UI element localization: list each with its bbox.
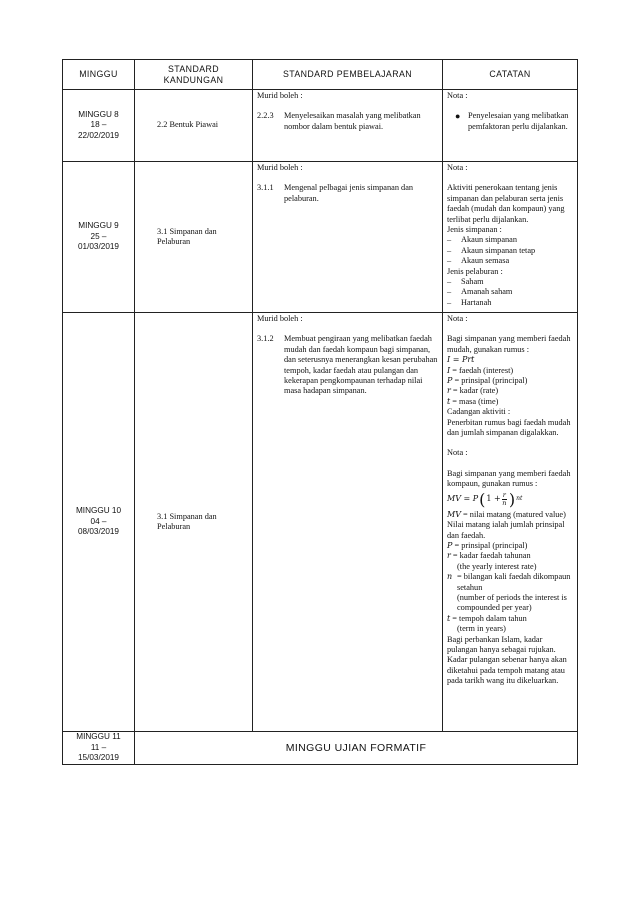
week-label: MINGGU 8 (78, 109, 119, 119)
activity-text: Aktiviti penerokaan tentang jenis simpanan dan pelaburan serta jenis faedah (mudah dan kompaun) yang terlibat perlu dijalankan. (447, 183, 565, 224)
week-date: 25 – (90, 231, 107, 241)
sp-item (257, 183, 438, 204)
cadangan-text: Penerbitan rumus bagi faedah mudah dan jumlah simpanan digalakkan. (447, 417, 571, 438)
week-date: 08/03/2019 (78, 527, 119, 537)
bullet-item: ● Penyelesaian yang melibatkan pemfaktoran perlu dijalankan. (455, 111, 569, 131)
nota-label: Nota : (447, 163, 468, 172)
exam-week-cell: MINGGU UJIAN FORMATIF (135, 732, 578, 765)
sp-item-text: Mengenal pelbagai jenis simpanan dan pelaburan. (284, 183, 414, 203)
cadangan-label: Cadangan aktiviti : (447, 407, 511, 417)
compound-interest-formula: MV = P ( 1 + $\frac{r}{n}$ ) nt (447, 489, 523, 509)
sp-intro: Murid boleh : (257, 91, 303, 100)
table-row (63, 90, 578, 162)
sp-item-number: 3.1.2 (257, 334, 274, 344)
nota-label: Nota : (447, 448, 468, 458)
list-item: – Akaun semasa (447, 256, 510, 266)
week-date: 04 – (90, 516, 107, 526)
definition: r = kadar (rate) (447, 386, 499, 396)
simple-interest-formula: I = Prt (447, 355, 475, 365)
compound-interest-intro: Bagi simpanan yang memberi faedah kompaun, gunakan rumus : (447, 468, 571, 489)
nota-label: Nota : (447, 91, 468, 100)
definition: r = kadar faedah tahunan (447, 551, 531, 561)
week-cell (63, 313, 135, 732)
standard-pembelajaran-cell (253, 90, 443, 162)
sp-item-number: 2.2.3 (257, 111, 274, 121)
sp-item-text: Menyelesaikan masalah yang melibatkan nombor dalam bentuk piawai. (284, 111, 421, 131)
week-date: 15/03/2019 (78, 753, 119, 763)
catatan-cell (443, 162, 578, 313)
table-row (63, 162, 578, 313)
list-item: – Akaun simpanan tetap (447, 245, 536, 255)
lesson-plan-table (62, 59, 578, 765)
definition: P = prinsipal (principal) (447, 540, 528, 550)
week-label: MINGGU 10 (75, 506, 122, 516)
week-label: MINGGU 11 (76, 732, 121, 742)
header-standard-pembelajaran: STANDARD PEMBELAJARAN (253, 60, 443, 90)
standard-kandungan-text: 2.2 Bentuk Piawai (157, 120, 219, 130)
sp-item (257, 334, 438, 396)
header-minggu: MINGGU (63, 60, 135, 90)
standard-kandungan-cell (135, 90, 253, 162)
catatan-cell (443, 313, 578, 732)
nota-label: Nota : (447, 314, 468, 323)
table-row (63, 732, 578, 765)
nilai-text: Nilai matang ialah jumlah prinsipal dan faedah. (447, 520, 565, 540)
standard-pembelajaran-cell (253, 162, 443, 313)
definition: t = tempoh dalam tahun (447, 613, 527, 623)
sp-item (257, 111, 438, 132)
sp-intro: Murid boleh : (257, 314, 303, 323)
definition: I = faedah (interest) (447, 365, 514, 375)
definition-sub: (term in years) (457, 624, 506, 634)
simple-interest-intro: Bagi simpanan yang memberi faedah mudah, gunakan rumus : (447, 334, 571, 354)
list-item: – Akaun simpanan (447, 235, 517, 245)
standard-kandungan-cell (135, 313, 253, 732)
bullet-icon: ● (455, 111, 461, 122)
catatan-cell (443, 90, 578, 162)
week-date: 22/02/2019 (78, 130, 119, 140)
week-cell (63, 162, 135, 313)
definition: P = prinsipal (principal) (447, 376, 528, 386)
week-cell (63, 732, 135, 765)
list-item: – Hartanah (447, 297, 492, 307)
islam-text: Bagi perbankan Islam, kadar pulangan hanya sebagai rujukan. Kadar pulangan sebenar hanya akan diketahui pada tempoh matang atau pada tarikh wang itu dikeluarkan. (447, 634, 567, 686)
header-standard-kandungan: STANDARD KANDUNGAN (135, 60, 253, 90)
list-item: – Saham (447, 277, 484, 287)
definition-sub: (the yearly interest rate) (457, 561, 537, 571)
standard-pembelajaran-cell (253, 313, 443, 732)
header-row (63, 60, 578, 90)
pelaburan-title: Jenis pelaburan : (447, 266, 503, 276)
sp-intro: Murid boleh : (257, 163, 303, 172)
simpanan-title: Jenis simpanan : (447, 225, 502, 235)
standard-kandungan-text: 3.1 Simpanan dan Pelaburan (157, 226, 217, 246)
week-date: 11 – (90, 742, 107, 752)
week-cell (63, 90, 135, 162)
table-row (63, 313, 578, 732)
week-label: MINGGU 9 (78, 221, 119, 231)
sp-item-number: 3.1.1 (257, 183, 274, 193)
header-catatan: CATATAN (443, 60, 578, 90)
definition: n = bilangan kali faedah dikompaun setahun (447, 572, 571, 592)
definition-sub: (number of periods the interest is compounded per year) (457, 592, 567, 613)
standard-kandungan-text: 3.1 Simpanan dan Pelaburan (157, 511, 217, 531)
sp-item-text: Membuat pengiraan yang melibatkan faedah mudah dan faedah kompaun bagi simpanan, dan seterusnya menerangkan kesan perubahan tempoh, kadar faedah atau pulangan dan kekerapan pengkompaunan terhadap nilai masa hadapan simpanan. (284, 334, 438, 396)
definition: MV = nilai matang (matured value) (447, 509, 566, 519)
standard-kandungan-cell (135, 162, 253, 313)
definition: t = masa (time) (447, 396, 499, 406)
week-date: 01/03/2019 (78, 242, 119, 252)
list-item: – Amanah saham (447, 287, 513, 297)
week-date: 18 – (90, 120, 107, 130)
